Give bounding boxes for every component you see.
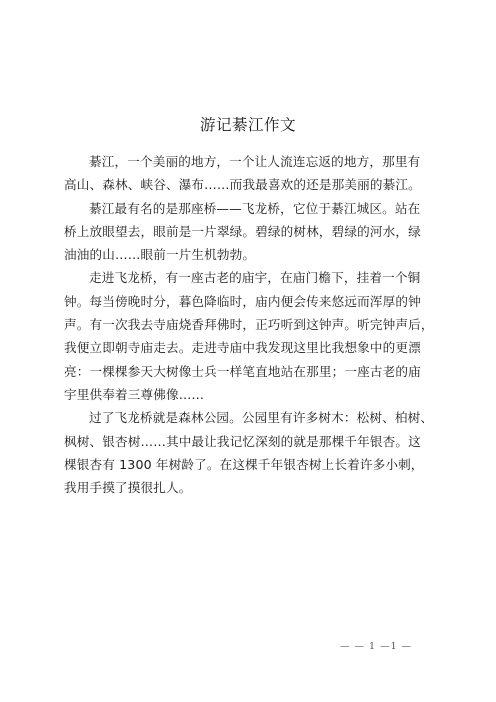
text-line: 棵银杏有 1300 年树龄了。在这棵千年银杏树上长着许多小刺， [64,456,424,472]
text-line: 我用手摸了摸很扎人。 [64,480,192,496]
text-line: 过了飞龙桥就是森林公园。公园里有许多树木：松树、柏树、 [89,410,434,426]
text-line: 宇里供奉着三尊佛像…… [64,386,205,402]
text-line: 綦江最有名的是那座桥——飞龙桥，它位于綦江城区。站在 [89,200,421,216]
text-line: 綦江，一个美丽的地方，一个让人流连忘返的地方，那里有 [89,154,421,169]
text-line: 高山、森林、峡谷、瀑布……而我最喜欢的还是那美丽的綦江。 [64,177,421,193]
text-line: 枫树、银杏树……其中最让我记忆深刻的就是那棵千年银杏。这 [64,433,421,449]
paragraph [64,150,440,197]
text-line: 走进飞龙桥，有一座古老的庙宇，在庙门檐下，挂着一个铜 [89,270,421,286]
text-line: 油油的山……眼前一片生机勃勃。 [64,247,256,263]
text-line: 声。有一次我去寺庙烧香拜佛时，正巧听到这钟声。听完钟声后， [64,317,434,333]
document-title: 游记綦江作文 [199,116,296,134]
text-line: 我便立即朝寺庙走去。走进寺庙中我发现这里比我想象中的更漂 [64,340,421,356]
paragraph [64,197,440,267]
paragraph [64,406,440,499]
document-body [64,150,440,499]
text-line: 钟。每当傍晚时分，暮色降临时，庙内便会传来悠远而浑厚的钟 [64,293,421,309]
text-line: 桥上放眼望去，眼前是一片翠绿。碧绿的树林，碧绿的河水，绿 [64,223,421,239]
page-number-footer: — — 1 —1 — [340,641,413,652]
paragraph [64,266,440,406]
text-line: 亮：一棵棵参天大树像士兵一样笔直地站在那里；一座古老的庙 [64,363,421,379]
